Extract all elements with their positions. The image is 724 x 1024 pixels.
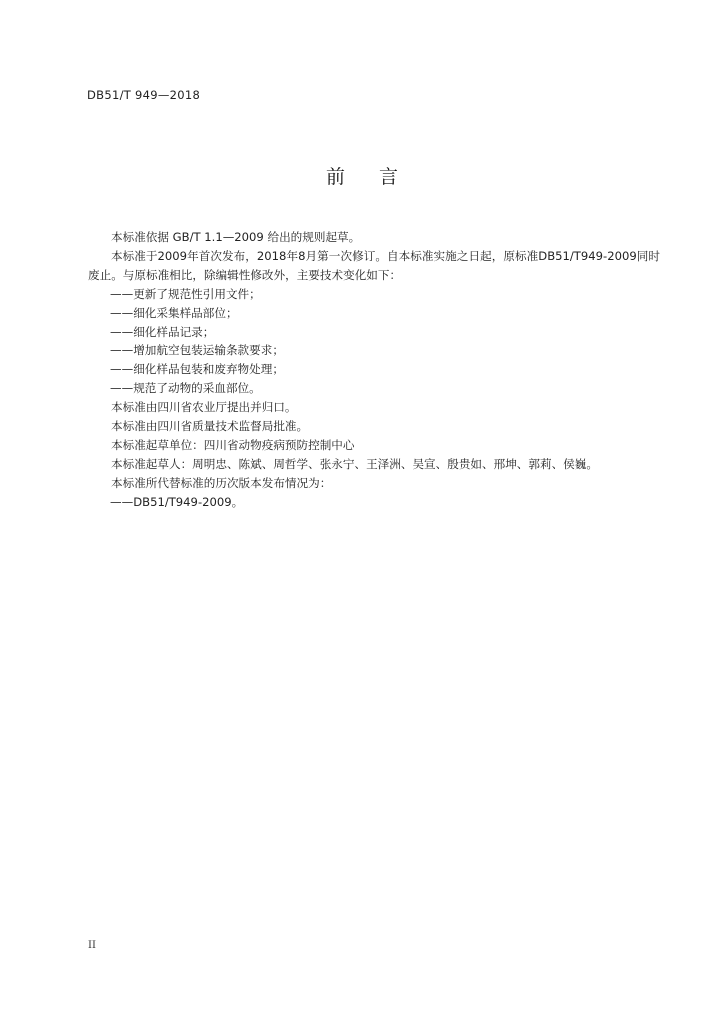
- page-title: 前言: [325, 166, 432, 188]
- paragraph-drafting-rules: 本标准依据 GB/T 1.1—2009 给出的规则起草。: [111, 230, 361, 244]
- paragraph-drafting-unit: 本标准起草单位：四川省动物疫病预防控制中心: [111, 437, 355, 452]
- page-number: II: [88, 940, 96, 951]
- change-item: ——规范了动物的采血部位。: [110, 381, 261, 396]
- paragraph-drafters: 本标准起草人：周明忠、陈斌、周哲学、张永宁、王泽洲、吴宣、殷贵如、邢坤、郭莉、侯巍。: [111, 456, 598, 471]
- paragraph-revision-history: 本标准于2009年首次发布，2018年8月第一次修订。自本标准实施之日起，原标准DB51/T949-2009同时废止。与原标准相比，除编辑性修改外，主要技术变化如下：: [88, 248, 660, 282]
- paragraph-replaced-versions: 本标准所代替标准的历次版本发布情况为：: [111, 475, 332, 490]
- paragraph-proposer: 本标准由四川省农业厅提出并归口。: [111, 400, 297, 415]
- foreword-body: [88, 228, 660, 512]
- paragraph-approver: 本标准由四川省质量技术监督局批准。: [111, 419, 309, 434]
- change-item: ——更新了规范性引用文件；: [110, 286, 261, 301]
- change-item: ——增加航空包装运输条款要求；: [110, 343, 284, 358]
- history-item: ——DB51/T949-2009。: [110, 494, 244, 509]
- change-item: ——细化采集样品部位；: [110, 305, 238, 320]
- change-item: ——细化样品包装和废弃物处理；: [110, 362, 284, 377]
- change-item: ——细化样品记录；: [110, 324, 215, 339]
- standard-code: DB51/T 949—2018: [87, 88, 201, 102]
